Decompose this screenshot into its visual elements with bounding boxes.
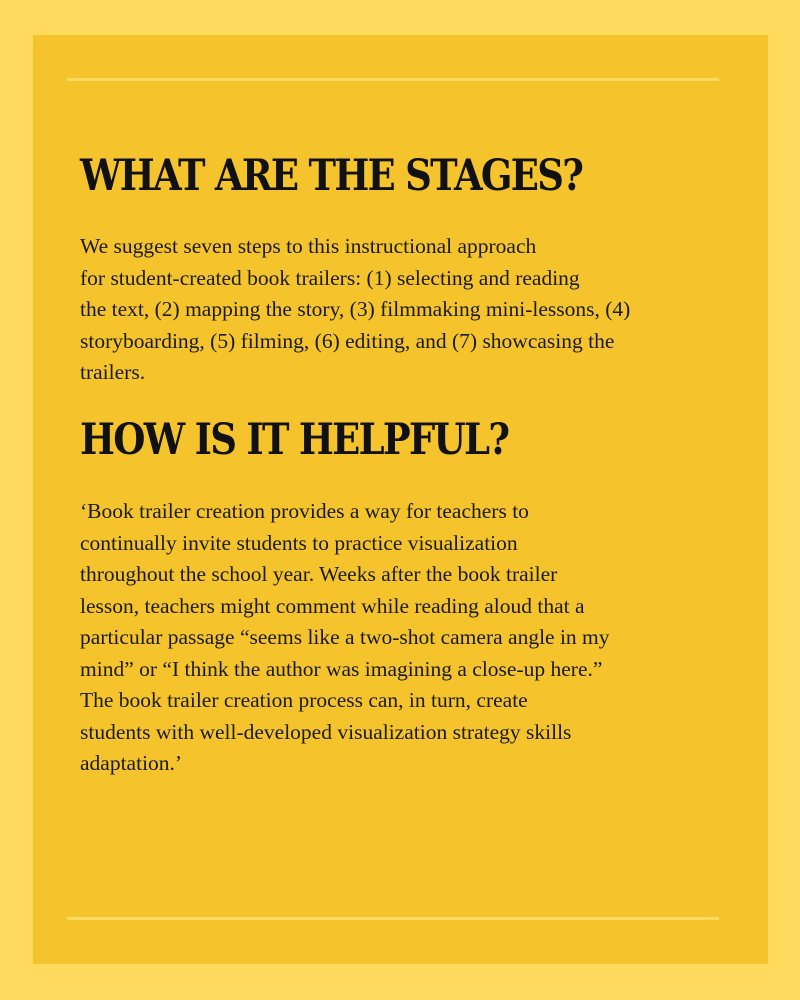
helpful-heading: HOW IS IT HELPFUL? bbox=[80, 415, 509, 465]
helpful-quote: ‘Book trailer creation provides a way for teachers to continually invite students to practice visualization throughout the school year. Weeks after the book trailer lesson, teachers might comment while reading aloud that a particular passage “seems like a two-shot camera angle in my mind” or “I think the author was imagining a close-up here.” The book trailer creation process can, in turn, create students with well-developed visualization strategy skills adaptation.’ bbox=[80, 499, 610, 775]
top-divider bbox=[67, 78, 719, 81]
stages-heading: WHAT ARE THE STAGES? bbox=[80, 151, 583, 201]
bottom-divider bbox=[67, 917, 719, 920]
content-panel bbox=[33, 35, 768, 964]
stages-paragraph: We suggest seven steps to this instructional approach for student-created book trailers: (1) selecting and reading the text, (2) mapping the story, (3) filmmaking mini-lessons, (4) storyboarding, (5) filming, (6) editing, and (7) showcasing the trailers. bbox=[80, 234, 631, 384]
